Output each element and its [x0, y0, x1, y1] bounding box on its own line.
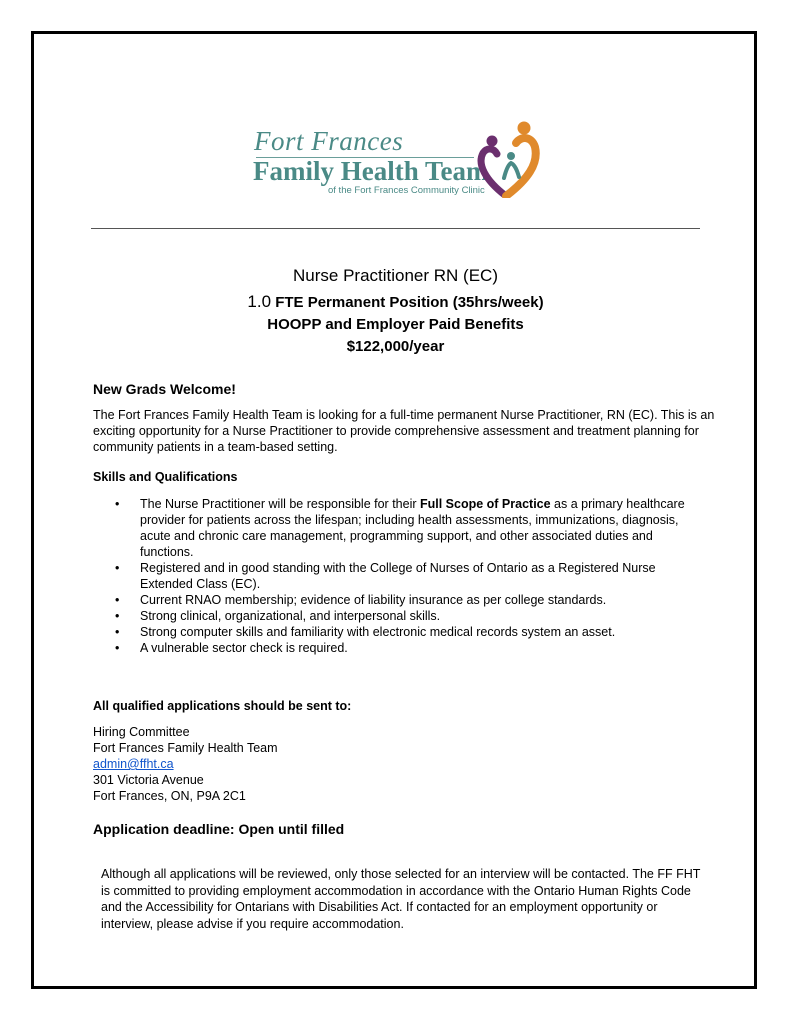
disclaimer-paragraph: Although all applications will be reviewed, only those selected for an interview will be contacted. The FF FHT is committed to providing employment accommodation in accordance with the Ontario Human Rights Code and the Accessibility for Ontarians with Disabilities Act. If contacted for an employment opportunity or interview, please advise if you require accommodation. [101, 867, 701, 931]
header-divider [91, 228, 700, 229]
bullet-icon: • [115, 593, 120, 607]
bullet-icon: • [115, 497, 120, 511]
fte-number: 1.0 [247, 292, 272, 311]
full-scope-emphasis: Full Scope of Practice [419, 497, 551, 511]
logo-text-subtitle: of the Fort Frances Community Clinic [328, 185, 485, 196]
application-deadline: Application deadline: Open until filled [93, 821, 345, 837]
logo-text-family-health-team: Family Health Team [253, 156, 489, 186]
address-line: Hiring Committee [93, 725, 190, 739]
list-item: • Current RNAO membership; evidence of liability insurance as per college standards. [115, 593, 607, 607]
list-item: • Registered and in good standing with the College of Nurses of Ontario as a Registered Nurse Extended Class (EC). [115, 561, 656, 591]
bullet-icon: • [115, 609, 120, 623]
bullet-icon: • [115, 625, 120, 639]
apply-heading: All qualified applications should be sent to: [93, 699, 352, 713]
qualifications-list [93, 496, 703, 656]
intro-paragraph: The Fort Frances Family Health Team is looking for a full-time permanent Nurse Practitioner, RN (EC). This is an exciting opportunity for a Nurse Practitioner to provide comprehensive assessment and treatment planning for community patients in a team-based setting. [93, 408, 715, 454]
organization-logo [250, 120, 550, 200]
list-item: • Strong computer skills and familiarity with electronic medical records system an asset. [115, 625, 616, 639]
mailing-address [93, 724, 278, 804]
list-item: • A vulnerable sector check is required. [115, 641, 348, 655]
list-item: • Strong clinical, organizational, and interpersonal skills. [115, 609, 441, 623]
benefits-line: HOOPP and Employer Paid Benefits [267, 316, 524, 333]
list-item: • The Nurse Practitioner will be responsible for their Full Scope of Practice as a primary healthcare provider for patients across the lifespan; including health assessments, immunizations, diagnosis, acute and chronic care management, programming support, and other associated duties and functions. [115, 497, 685, 559]
address-line: Fort Frances, ON, P9A 2C1 [93, 789, 246, 803]
salary-line: $122,000/year [346, 338, 445, 355]
logo-text-fort-frances: Fort Frances [254, 126, 404, 156]
address-line: Fort Frances Family Health Team [93, 741, 278, 755]
family-heart-icon [475, 120, 550, 198]
job-title: Nurse Practitioner RN (EC) [293, 266, 498, 285]
bullet-icon: • [115, 561, 120, 575]
bullet-icon: • [115, 641, 120, 655]
address-line: 301 Victoria Avenue [93, 773, 204, 787]
fte-text: FTE Permanent Position (35hrs/week) [271, 294, 544, 311]
fte-line [0, 292, 791, 312]
skills-heading: Skills and Qualifications [93, 470, 238, 484]
new-grads-heading: New Grads Welcome! [93, 381, 236, 397]
email-link[interactable]: admin@ffht.ca [93, 757, 174, 771]
